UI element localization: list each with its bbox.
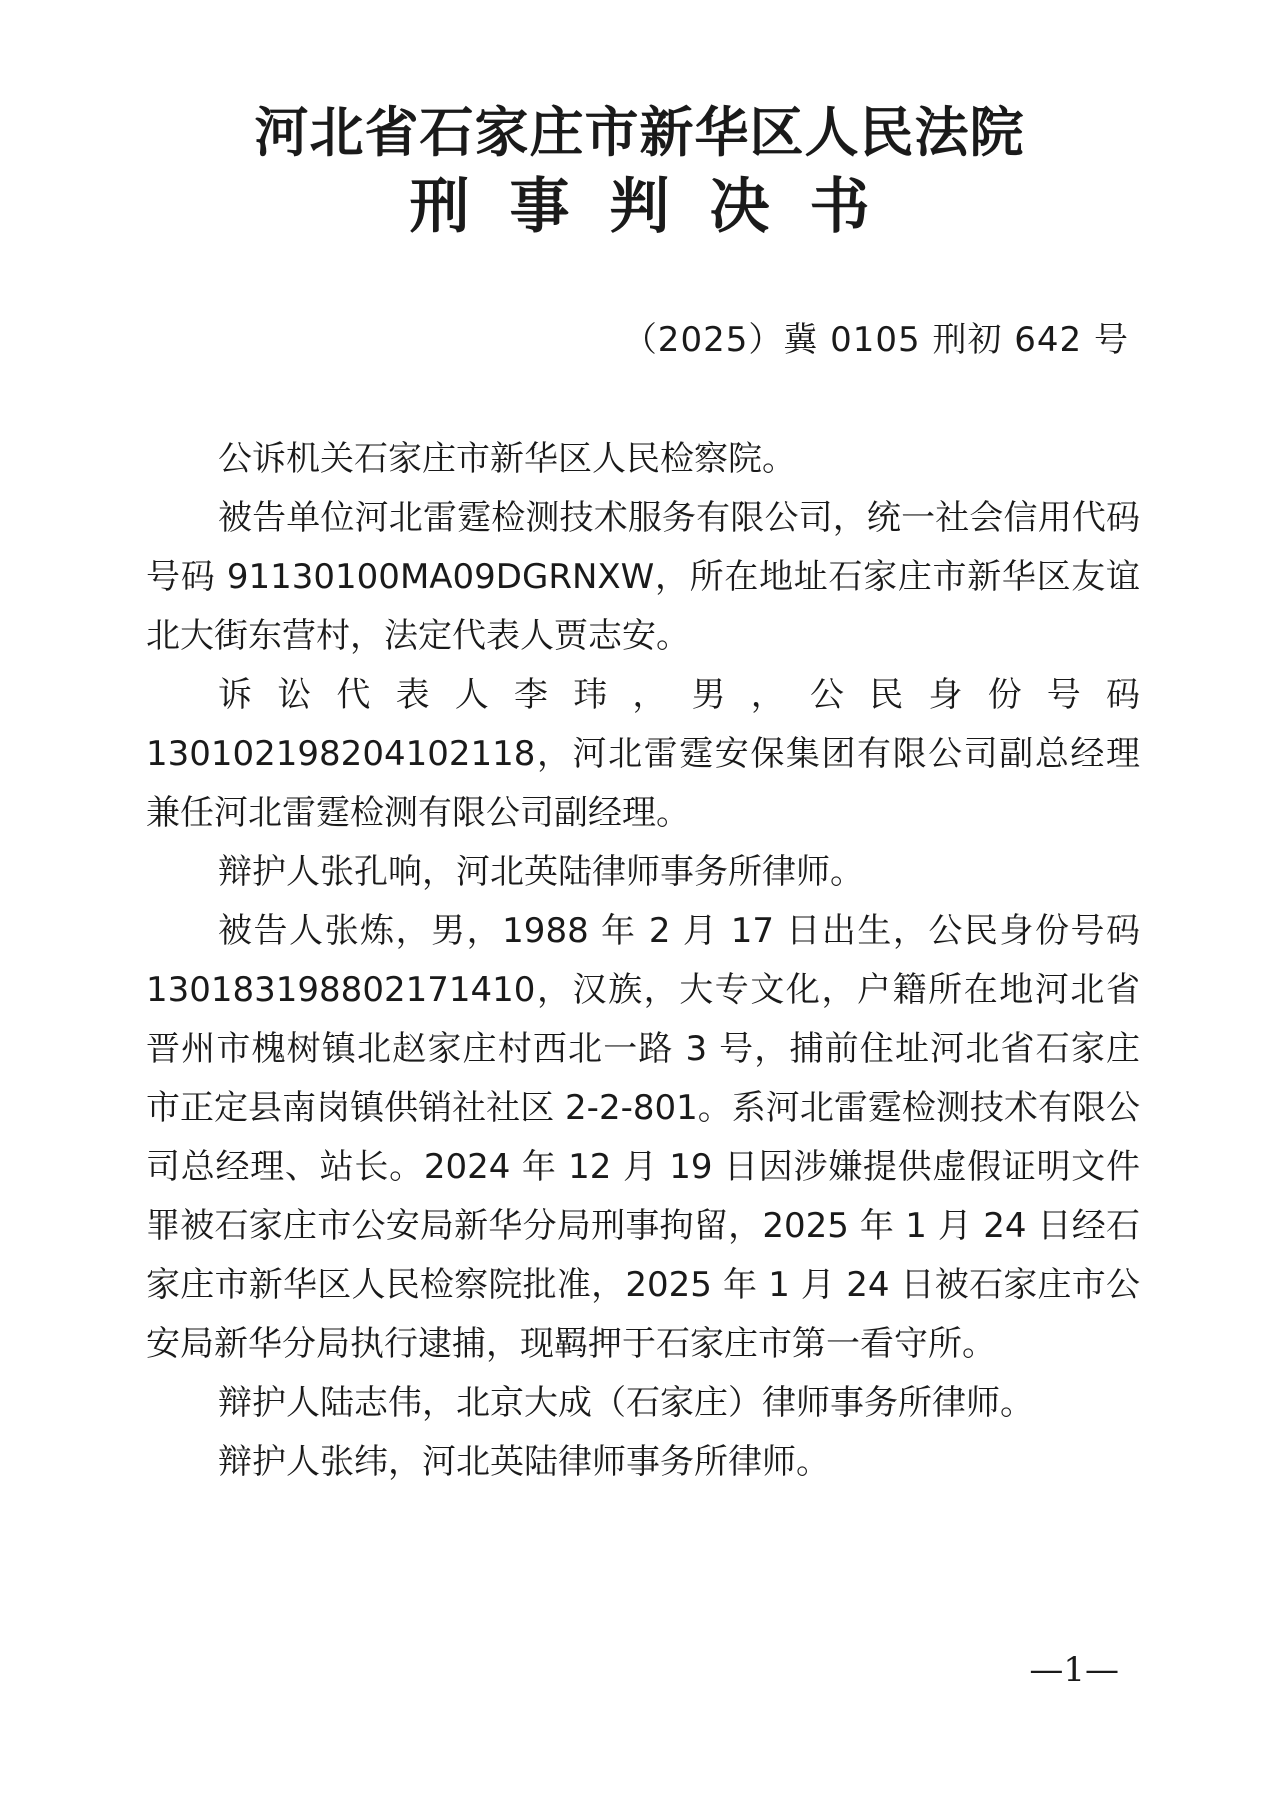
page-number: —1— <box>1029 1650 1119 1690</box>
paragraph-defendant-unit: 被告单位河北雷霆检测技术服务有限公司，统一社会信用代码号码 91130100MA09DGRNXW，所在地址石家庄市新华区友谊北大街东营村，法定代表人贾志安。 <box>146 498 1140 656</box>
paragraph-defender-2: 辩护人张纬，河北英陆律师事务所律师。 <box>218 1442 830 1482</box>
paragraph-defender-unit: 辩护人张孔响，河北英陆律师事务所律师。 <box>218 852 864 892</box>
judgment-body <box>146 430 1140 1492</box>
document-type: 刑事判决书 <box>409 172 910 242</box>
paragraph-defender-1: 辩护人陆志伟，北京大成（石家庄）律师事务所律师。 <box>218 1383 1034 1423</box>
court-name: 河北省石家庄市新华区人民法院 <box>254 100 1025 164</box>
paragraph-litigation-representative: 诉讼代表人李玮，男，公民身份号码 130102198204102118，河北雷霆安保集团有限公司副总经理兼任河北雷霆检测有限公司副经理。 <box>146 675 1140 833</box>
paragraph-prosecutor: 公诉机关石家庄市新华区人民检察院。 <box>218 439 796 479</box>
paragraph-defendant-person: 被告人张炼，男，1988 年 2 月 17 日出生，公民身份号码 130183198802171410，汉族，大专文化，户籍所在地河北省晋州市槐树镇北赵家庄村西北一路 3 号，捕前住址河北省石家庄市正定县南岗镇供销社社区 2-2-801。系河北雷霆检测技术有限公司总经理、站长。2024 年 12 月 19 日因涉嫌提供虚假证明文件罪被石家庄市公安局新华分局刑事拘留，2025 年 1 月 24 日经石家庄市新华区人民检察院批准，2025 年 1 月 24 日被石家庄市公安局新华分局执行逮捕，现羁押于石家庄市第一看守所。 <box>146 911 1140 1364</box>
case-number: （2025）冀 0105 刑初 642 号 <box>622 320 1129 360</box>
